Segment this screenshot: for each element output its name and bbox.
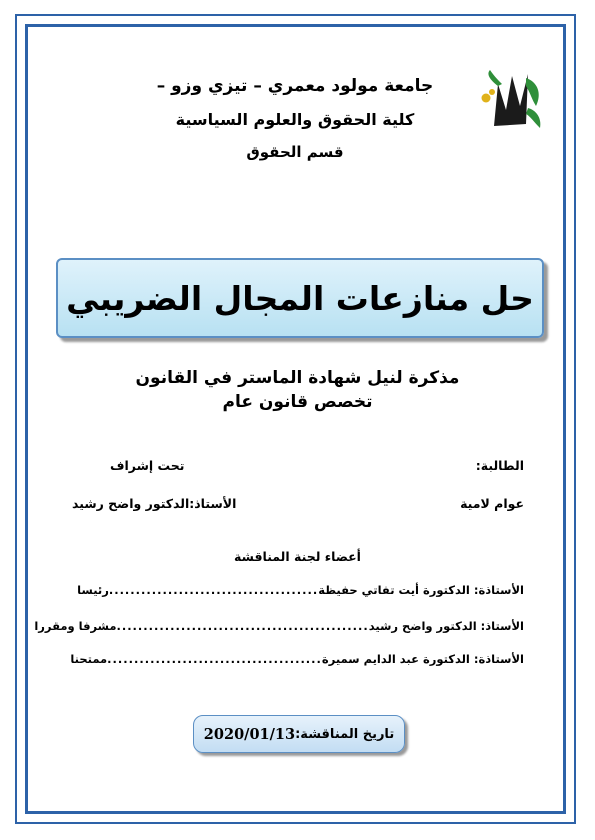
- member-name: الأستاذة: الدكتورة عبد الدايم سميرة: [321, 652, 524, 666]
- defense-date-box: [193, 715, 405, 753]
- university-name: جامعة مولود معمري – تيزي وزو –: [156, 76, 434, 96]
- member-dots: ........................................: [107, 652, 322, 666]
- member-name: الأستاذة: الدكتورة أيت تفاتي حفيظة: [318, 583, 524, 597]
- university-logo-icon: [476, 66, 548, 136]
- institution-header: [135, 76, 455, 161]
- defense-date: 2020/01/13: [203, 725, 296, 743]
- thesis-title-box: [56, 258, 544, 338]
- member-dots: .......................................: [108, 583, 319, 597]
- department-name: قسم الحقوق: [246, 143, 344, 161]
- member-role: ممتحنا: [70, 652, 108, 666]
- committee-member: [77, 583, 524, 597]
- thesis-title: حل منازعات المجال الضريبي: [66, 278, 534, 318]
- specialization-line: تخصص قانون عام: [222, 392, 373, 412]
- defense-date-label: تاريخ المناقشة:: [295, 726, 395, 742]
- member-name: الأستاذ: الدكتور واضح رشيد: [368, 619, 524, 633]
- student-label: الطالبة:: [475, 458, 524, 473]
- supervisor-label: تحت إشراف: [110, 458, 185, 473]
- student-name: عوام لامية: [460, 496, 524, 511]
- member-role: مشرفا ومقررا: [34, 619, 117, 633]
- supervisor-name: الأستاذ:الدكتور واضح رشيد: [72, 496, 237, 511]
- committee-member: [34, 619, 524, 633]
- member-role: رئيسا: [77, 583, 109, 597]
- committee-title: أعضاء لجنة المناقشة: [234, 549, 361, 564]
- member-dots: ...............................................: [116, 619, 369, 633]
- degree-line: مذكرة لنيل شهادة الماستر في القانون: [135, 368, 460, 388]
- faculty-name: كلية الحقوق والعلوم السياسية: [175, 110, 415, 129]
- committee-member: [70, 652, 524, 666]
